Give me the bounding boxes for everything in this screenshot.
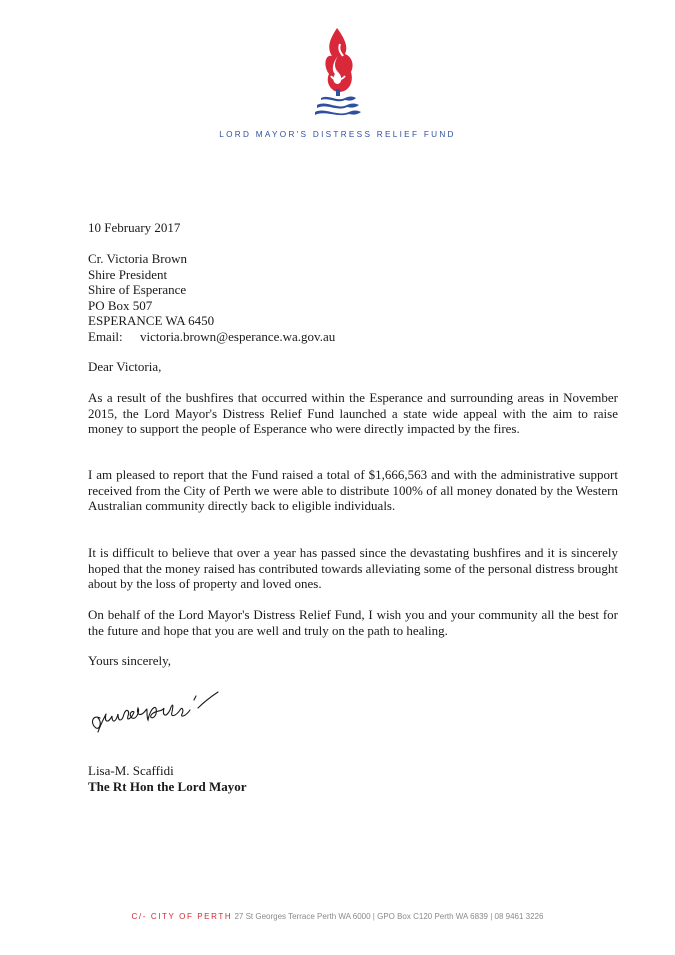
flame-water-logo-icon	[307, 26, 369, 118]
recipient-organisation: Shire of Esperance	[88, 282, 187, 297]
paragraph: On behalf of the Lord Mayor's Distress Relief Fund, I wish you and your community all the best for the future and hope that you are well and truly on the path to healing.	[88, 607, 618, 638]
footer-po-box: GPO Box C120 Perth WA 6839	[377, 912, 488, 921]
footer-phone: 08 9461 3226	[494, 912, 544, 921]
recipient-address	[88, 251, 618, 344]
recipient-town: ESPERANCE WA 6450	[88, 313, 215, 328]
letter-date: 10 February 2017	[88, 220, 181, 235]
footer	[0, 912, 675, 921]
paragraph: I am pleased to report that the Fund raised a total of $1,666,563 and with the administrative support received from the City of Perth we were able to distribute 100% of all money donated by the Western Australian community directly back to eligible individuals.	[88, 467, 618, 513]
recipient-po-box: PO Box 507	[88, 297, 153, 313]
paragraph: It is difficult to believe that over a year has passed since the devastating bushfires and it is sincerely hoped that the money raised has contributed towards alleviating some of the personal distress brought about by the loss of property and loved ones.	[88, 545, 618, 591]
footer-org: C/- CITY OF PERTH	[131, 912, 233, 921]
handwritten-signature	[86, 688, 226, 738]
closing: Yours sincerely,	[88, 653, 172, 668]
signer-name: Lisa-M. Scaffidi	[88, 763, 174, 778]
recipient-name: Cr. Victoria Brown	[88, 251, 187, 266]
fund-name: LORD MAYOR'S DISTRESS RELIEF FUND	[219, 130, 456, 139]
recipient-title: Shire President	[88, 266, 168, 282]
salutation: Dear Victoria,	[88, 359, 162, 374]
footer-separator: |	[372, 912, 375, 921]
footer-separator: |	[490, 912, 493, 921]
email-label: Email:	[88, 328, 123, 344]
recipient-email-line	[88, 329, 618, 345]
recipient-email: victoria.brown@esperance.wa.gov.au	[140, 328, 336, 344]
signer-title: The Rt Hon the Lord Mayor	[88, 778, 247, 794]
paragraph: As a result of the bushfires that occurred within the Esperance and surrounding areas in November 2015, the Lord Mayor's Distress Relief Fund launched a state wide appeal with the aim to raise money to support the people of Esperance who were directly impacted by the fires.	[88, 390, 618, 436]
footer-address: 27 St Georges Terrace Perth WA 6000	[234, 912, 371, 921]
signer-block	[88, 763, 618, 794]
